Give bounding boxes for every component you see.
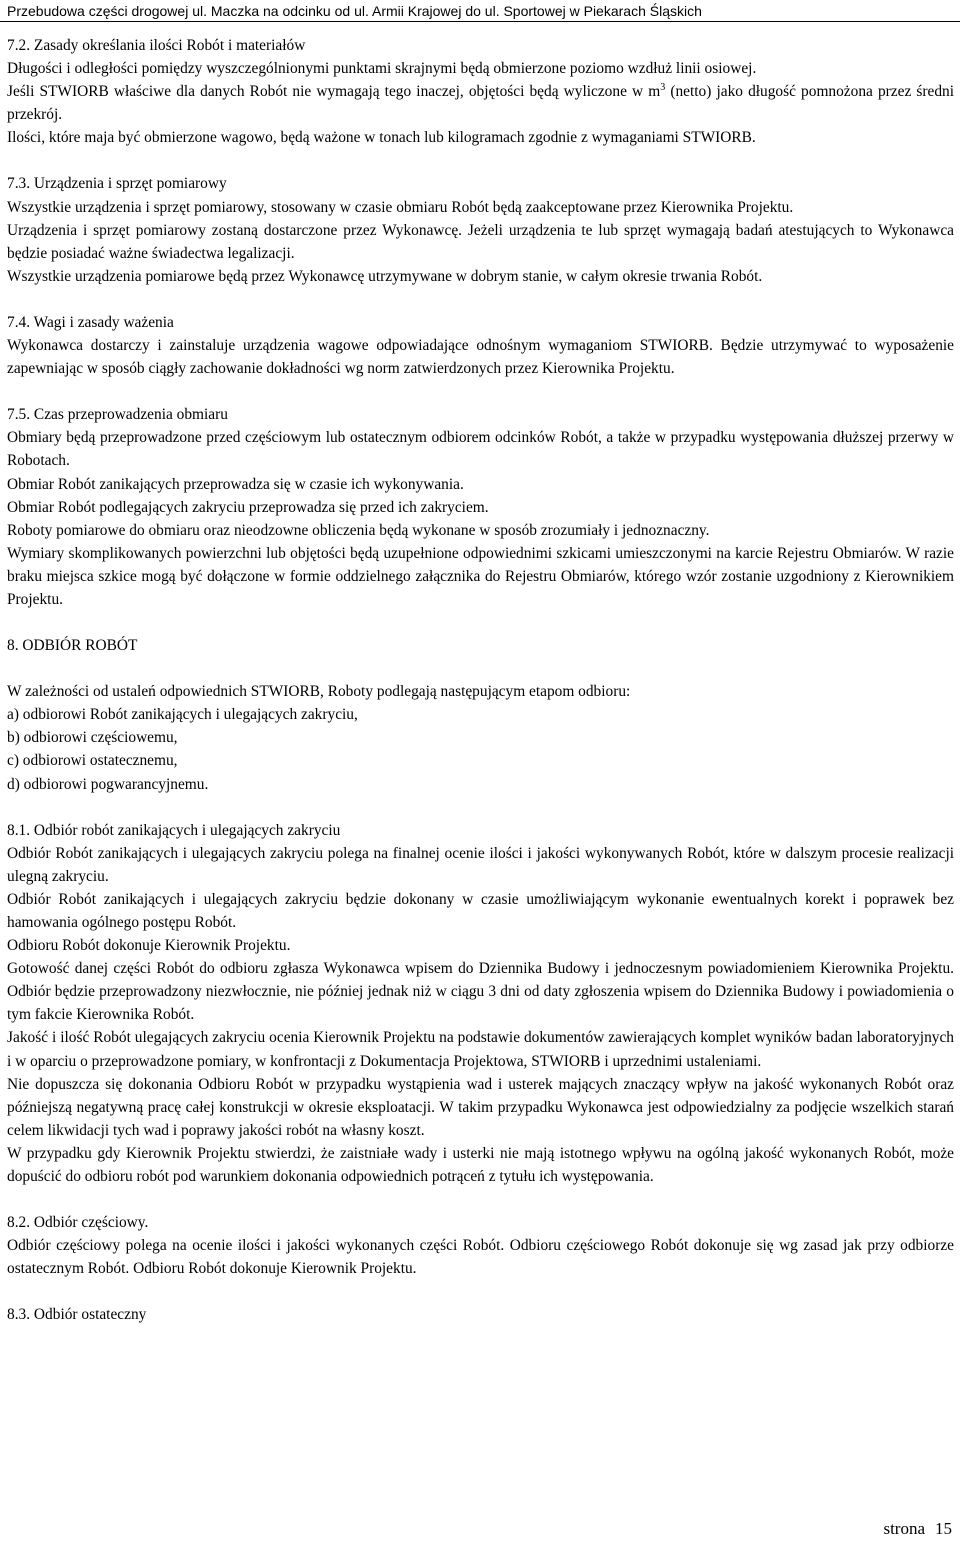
section-8-heading: 8. ODBIÓR ROBÓT [7,637,138,655]
spacer [7,288,954,311]
list-item: d) odbiorowi pogwarancyjnemu. [7,775,209,793]
page-number: 15 [935,1519,952,1538]
list-item: a) odbiorowi Robót zanikających i ulegających zakryciu, [7,706,358,724]
text-run: (netto) jako długość pomnożona przez średni przekrój. [7,83,955,124]
paragraph: Wszystkie urządzenia pomiarowe będą przez Wykonawcę utrzymywane w dobrym stanie, w całym okresie trwania Robót. [7,267,763,285]
paragraph: Wymiary skomplikowanych powierzchni lub objętości będą uzupełnione odpowiednimi szkicami umieszczonymi na karcie Rejestru Obmiarów. W razie braku miejsca szkice mogą być dołączone w formie oddzielnego załącznika do Rejestru Obmiarów, którego wzór zostanie uzgodniony z Kierownikiem Projektu. [7,544,954,608]
paragraph: Roboty pomiarowe do obmiaru oraz nieodzowne obliczenia będą wykonane w sposób zrozumiały i jednoznaczny. [7,521,710,539]
paragraph: Ilości, które maja być obmierzone wagowo, będą ważone w tonach lub kilogramach zgodnie z wymaganiami STWIORB. [7,129,756,147]
paragraph: Odbiór częściowy polega na ocenie ilości i jakości wykonanych części Robót. Odbioru częściowego Robót dokonuje się wg zasad jak przy odbiorze ostatecznym Robót. Odbioru Robót dokonuje Kierownik Projektu. [7,1237,954,1278]
section-7-5-heading: 7.5. Czas przeprowadzenia obmiaru [7,406,228,424]
spacer [7,380,954,403]
paragraph: Wszystkie urządzenia i sprzęt pomiarowy, stosowany w czasie obmiaru Robót będą zaakceptowane przez Kierownika Projektu. [7,198,794,216]
paragraph: Długości i odległości pomiędzy wyszczególnionymi punktami skrajnymi będą obmierzone poziomo wzdłuż linii osiowej. [7,60,757,78]
paragraph: W przypadku gdy Kierownik Projektu stwierdzi, że zaistniałe wady i usterki nie mają istotnego wpływu na ogólną jakość wykonanych Robót, może dopuścić do odbioru robót pod warunkiem dokonania odpowiednich potrąceń z tytułu ich występowania. [7,1144,954,1186]
superscript: 3 [660,82,666,94]
paragraph: Jakość i ilość Robót ulegających zakryciu ocenia Kierownik Projektu na podstawie dokumentów zawierających komplet wyników badan laboratoryjnych i w oparciu o przeprowadzone pomiary, w konfrontacji z Dokumentacja Projektowa, STWIORB i uprzednimi ustaleniami. [7,1029,954,1070]
spacer [7,149,954,172]
running-header: Przebudowa części drogowej ul. Maczka na odcinku od ul. Armii Krajowej do ul. Sportowej w Piekarach Śląskich [0,0,960,22]
paragraph: Obmiar Robót podlegających zakryciu przeprowadza się przed ich zakryciem. [7,498,489,516]
list-item: c) odbiorowi ostatecznemu, [7,752,178,770]
section-8-2-heading: 8.2. Odbiór częściowy. [7,1214,149,1232]
spacer [7,657,954,680]
page-label: strona [883,1519,925,1538]
paragraph [7,80,954,126]
spacer [7,1188,954,1211]
text-run: Jeśli STWIORB właściwe dla danych Robót nie wymagają tego inaczej, objętości będą wyliczone w m [7,83,661,101]
document-body [7,34,954,1327]
paragraph: Odbiór Robót zanikających i ulegających zakryciu będzie dokonany w czasie umożliwiającym wykonanie ewentualnych korekt i poprawek bez hamowania ogólnego postępu Robót. [7,890,954,931]
section-8-1-heading: 8.1. Odbiór robót zanikających i ulegających zakryciu [7,821,341,839]
section-8-3-heading: 8.3. Odbiór ostateczny [7,1306,147,1324]
section-7-3-heading: 7.3. Urządzenia i sprzęt pomiarowy [7,175,227,193]
paragraph: Obmiary będą przeprowadzone przed częściowym lub ostatecznym odbiorem odcinków Robót, a także w przypadku występowania dłuższej przerwy w Robotach. [7,429,954,470]
paragraph: Odbiór Robót zanikających i ulegających zakryciu polega na finalnej ocenie ilości i jakości wykonywanych Robót, które w dalszym procesie realizacji ulegną zakryciu. [7,844,954,885]
section-7-2-heading: 7.2. Zasady określania ilości Robót i materiałów [7,37,306,54]
section-7-4-heading: 7.4. Wagi i zasady ważenia [7,313,174,331]
spacer [7,796,954,819]
paragraph: W zależności od ustaleń odpowiednich STWIORB, Roboty podlegają następującym etapom odbioru: [7,683,631,701]
paragraph: Urządzenia i sprzęt pomiarowy zostaną dostarczone przez Wykonawcę. Jeżeli urządzenia te lub sprzęt wymagają badań atestujących to Wykonawca będzie posiadać ważne świadectwa legalizacji. [7,221,954,262]
paragraph: Nie dopuszcza się dokonania Odbioru Robót w przypadku wystąpienia wad i usterek mających znaczący wpływ na jakość wykonanych Robót oraz późniejszą negatywną pracę całej konstrukcji w okresie eksploatacji. W takim przypadku Wykonawca jest odpowiedzialny za podjęcie wszelkich starań celem likwidacji tych wad i poprawy jakości robót na własny koszt. [7,1075,954,1139]
spacer [7,1280,954,1303]
paragraph: Wykonawca dostarczy i zainstaluje urządzenia wagowe odpowiadające odnośnym wymaganiom STWIORB. Będzie utrzymywać to wyposażenie zapewniając w sposób ciągły zachowanie dokładności wg norm zatwierdzonych przez Kierownika Projektu. [7,337,954,378]
list-item: b) odbiorowi częściowemu, [7,729,178,747]
spacer [7,611,954,634]
page-footer [883,1518,952,1540]
paragraph: Gotowość danej części Robót do odbioru zgłasza Wykonawca wpisem do Dziennika Budowy i jednoczesnym powiadomieniem Kierownika Projektu. Odbiór będzie przeprowadzony niezwłocznie, nie później jednak niż w ciągu 3 dni od daty zgłoszenia wpisem do Dziennika Budowy i powiadomienia o tym fakcie Kierownika Robót. [7,960,954,1024]
paragraph: Obmiar Robót zanikających przeprowadza się w czasie ich wykonywania. [7,475,464,493]
paragraph: Odbioru Robót dokonuje Kierownik Projektu. [7,937,291,955]
